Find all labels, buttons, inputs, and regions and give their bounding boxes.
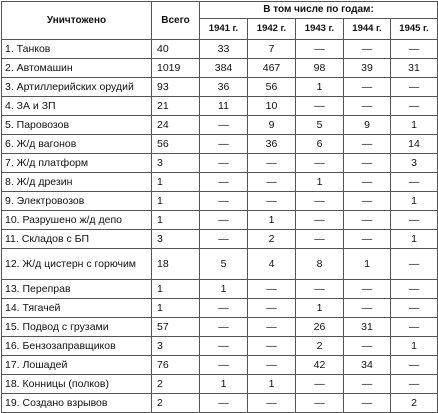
row-name: 3. Артиллерийских орудий [2, 78, 152, 97]
row-total: 1 [152, 299, 200, 318]
row-name: 7. Ж/д платформ [2, 154, 152, 173]
row-year-value: — [344, 173, 391, 192]
row-year-value: 1 [344, 249, 391, 280]
row-year-value: 1 [391, 192, 438, 211]
row-year-value: — [296, 97, 344, 116]
row-total: 56 [152, 135, 200, 154]
table-row [2, 356, 438, 375]
row-year-value: 31 [344, 318, 391, 337]
row-year-value: — [248, 337, 296, 356]
row-year-value: — [391, 211, 438, 230]
row-total: 76 [152, 356, 200, 375]
row-name: 6. Ж/д вагонов [2, 135, 152, 154]
row-year-value: — [200, 173, 248, 192]
row-year-value: 2 [296, 337, 344, 356]
row-name: 13. Переправ [2, 280, 152, 299]
row-year-value: — [248, 280, 296, 299]
row-year-value: 6 [296, 135, 344, 154]
row-year-value: — [391, 97, 438, 116]
table-row [2, 375, 438, 394]
row-name: 17. Лошадей [2, 356, 152, 375]
row-year-value: — [391, 78, 438, 97]
row-year-value: — [200, 394, 248, 413]
header-year-1943: 1943 г. [296, 19, 344, 40]
row-year-value: 9 [248, 116, 296, 135]
row-year-value: 33 [200, 40, 248, 59]
row-name: 19. Создано взрывов [2, 394, 152, 413]
row-year-value: 5 [296, 116, 344, 135]
table-row [2, 318, 438, 337]
row-year-value: — [344, 135, 391, 154]
row-name: 14. Тягачей [2, 299, 152, 318]
row-total: 1 [152, 173, 200, 192]
row-year-value: 1 [391, 116, 438, 135]
row-total: 1 [152, 280, 200, 299]
header-year-1945: 1945 г. [391, 19, 438, 40]
row-year-value: 39 [344, 59, 391, 78]
header-year-1942: 1942 г. [248, 19, 296, 40]
row-year-value: — [391, 356, 438, 375]
row-year-value: — [248, 192, 296, 211]
row-year-value: — [248, 356, 296, 375]
row-year-value: — [344, 97, 391, 116]
row-year-value: — [200, 154, 248, 173]
row-year-value: 42 [296, 356, 344, 375]
row-name: 9. Электровозов [2, 192, 152, 211]
row-name: 11. Складов с БП [2, 230, 152, 249]
row-year-value: 384 [200, 59, 248, 78]
row-total: 57 [152, 318, 200, 337]
row-total: 3 [152, 337, 200, 356]
row-year-value: — [200, 211, 248, 230]
row-year-value: — [344, 154, 391, 173]
table-body [2, 40, 438, 413]
row-total: 24 [152, 116, 200, 135]
row-year-value: — [200, 116, 248, 135]
table-header [2, 2, 438, 40]
row-year-value: 7 [248, 40, 296, 59]
row-name: 10. Разрушено ж/д депо [2, 211, 152, 230]
row-year-value: — [248, 154, 296, 173]
row-year-value: — [296, 40, 344, 59]
row-year-value: — [248, 299, 296, 318]
row-year-value: 3 [391, 154, 438, 173]
row-year-value: 10 [248, 97, 296, 116]
row-name: 12. Ж/д цистерн с горючим [2, 249, 152, 280]
table-row [2, 299, 438, 318]
table-row [2, 154, 438, 173]
table-row [2, 280, 438, 299]
row-name: 4. ЗА и ЗП [2, 97, 152, 116]
row-year-value: — [391, 375, 438, 394]
row-year-value: — [391, 249, 438, 280]
row-total: 93 [152, 78, 200, 97]
row-year-value: — [344, 394, 391, 413]
row-year-value: — [391, 173, 438, 192]
row-year-value: — [296, 230, 344, 249]
row-year-value: 467 [248, 59, 296, 78]
row-year-value: 98 [296, 59, 344, 78]
row-name: 2. Автомашин [2, 59, 152, 78]
row-year-value: — [344, 211, 391, 230]
row-year-value: 14 [391, 135, 438, 154]
row-year-value: — [200, 337, 248, 356]
row-year-value: 4 [248, 249, 296, 280]
table-row [2, 394, 438, 413]
row-year-value: — [200, 299, 248, 318]
row-year-value: — [200, 230, 248, 249]
row-year-value: 1 [200, 280, 248, 299]
header-year-1941: 1941 г. [200, 19, 248, 40]
table-row [2, 211, 438, 230]
row-year-value: 34 [344, 356, 391, 375]
header-year-1944: 1944 г. [344, 19, 391, 40]
header-years-group: В том числе по годам: [200, 2, 438, 19]
row-year-value: — [344, 78, 391, 97]
row-total: 1 [152, 192, 200, 211]
row-year-value: 8 [296, 249, 344, 280]
row-year-value: 1 [296, 299, 344, 318]
row-year-value: — [200, 318, 248, 337]
table-row [2, 249, 438, 280]
row-year-value: 1 [391, 230, 438, 249]
row-year-value: — [391, 280, 438, 299]
row-name: 8. Ж/д дрезин [2, 173, 152, 192]
table-row [2, 40, 438, 59]
row-year-value: — [296, 211, 344, 230]
row-year-value: 2 [248, 230, 296, 249]
row-total: 1019 [152, 59, 200, 78]
row-year-value: — [200, 192, 248, 211]
table-row [2, 192, 438, 211]
row-year-value: 1 [296, 173, 344, 192]
row-year-value: — [391, 318, 438, 337]
row-year-value: — [344, 299, 391, 318]
row-year-value: — [296, 394, 344, 413]
row-year-value: 9 [344, 116, 391, 135]
row-total: 2 [152, 375, 200, 394]
row-year-value: — [344, 375, 391, 394]
row-year-value: 1 [248, 375, 296, 394]
row-year-value: — [344, 40, 391, 59]
header-total: Всего [152, 2, 200, 40]
table-row [2, 135, 438, 154]
row-year-value: — [248, 173, 296, 192]
table-row [2, 173, 438, 192]
row-total: 3 [152, 230, 200, 249]
destroyed-table [1, 1, 438, 413]
row-total: 18 [152, 249, 200, 280]
row-year-value: — [344, 230, 391, 249]
table-row [2, 337, 438, 356]
row-year-value: — [344, 280, 391, 299]
row-year-value: — [296, 375, 344, 394]
row-year-value: — [344, 192, 391, 211]
row-total: 21 [152, 97, 200, 116]
row-year-value: 36 [248, 135, 296, 154]
row-total: 40 [152, 40, 200, 59]
table-row [2, 78, 438, 97]
row-year-value: — [296, 192, 344, 211]
row-year-value: — [248, 318, 296, 337]
table-row [2, 116, 438, 135]
row-name: 5. Паровозов [2, 116, 152, 135]
row-year-value: 36 [200, 78, 248, 97]
row-year-value: 1 [391, 337, 438, 356]
row-year-value: — [200, 356, 248, 375]
row-year-value: 26 [296, 318, 344, 337]
row-year-value: — [296, 280, 344, 299]
row-year-value: 56 [248, 78, 296, 97]
row-total: 2 [152, 394, 200, 413]
row-year-value: 1 [200, 375, 248, 394]
table-row [2, 59, 438, 78]
row-name: 15. Подвод с грузами [2, 318, 152, 337]
row-year-value: — [344, 337, 391, 356]
row-year-value: 1 [296, 78, 344, 97]
row-name: 18. Конницы (полков) [2, 375, 152, 394]
table-row [2, 97, 438, 116]
row-name: 16. Бензозаправщиков [2, 337, 152, 356]
table-row [2, 230, 438, 249]
row-total: 3 [152, 154, 200, 173]
row-year-value: — [391, 40, 438, 59]
row-year-value: — [296, 154, 344, 173]
row-year-value: — [248, 394, 296, 413]
row-name: 1. Танков [2, 40, 152, 59]
row-year-value: — [200, 135, 248, 154]
row-year-value: 1 [248, 211, 296, 230]
row-year-value: — [391, 299, 438, 318]
row-year-value: 2 [391, 394, 438, 413]
row-total: 1 [152, 211, 200, 230]
row-year-value: 5 [200, 249, 248, 280]
row-year-value: 11 [200, 97, 248, 116]
row-year-value: 31 [391, 59, 438, 78]
header-name: Уничтожено [2, 2, 152, 40]
